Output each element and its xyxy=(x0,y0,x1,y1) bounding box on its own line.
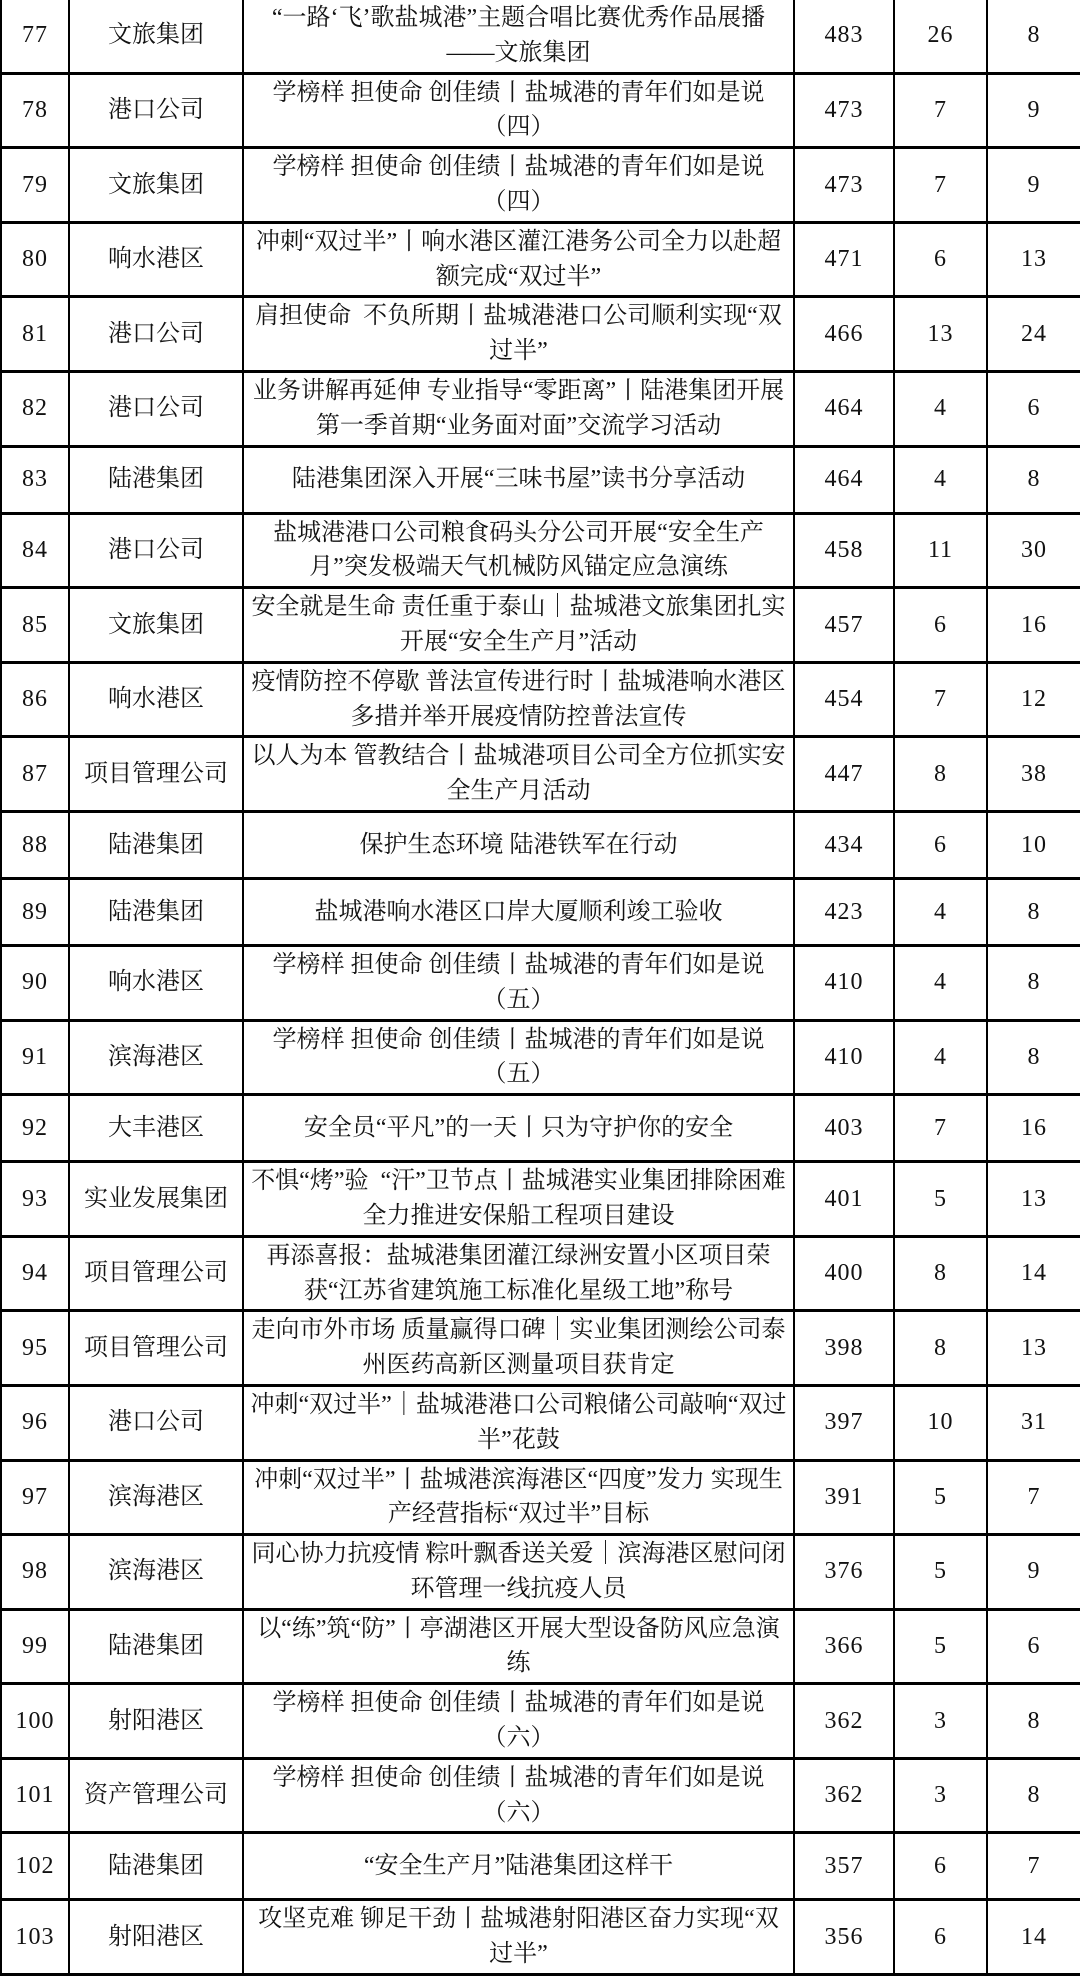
organization-cell: 响水港区 xyxy=(69,945,243,1020)
organization-cell: 港口公司 xyxy=(69,513,243,588)
article-title-cell: 冲刺“双过半”丨盐城港滨海港区“四度”发力 实现生产经营指标“双过半”目标 xyxy=(243,1460,794,1535)
value-1-cell: 400 xyxy=(794,1236,894,1311)
value-2-cell: 7 xyxy=(894,148,987,223)
rank-cell: 80 xyxy=(1,222,69,297)
value-2-cell: 5 xyxy=(894,1460,987,1535)
table-row xyxy=(1,446,1080,513)
article-title-cell: 肩担使命 不负所期丨盐城港港口公司顺利实现“双过半” xyxy=(243,297,794,372)
rank-cell: 94 xyxy=(1,1236,69,1311)
organization-cell: 实业发展集团 xyxy=(69,1162,243,1237)
organization-cell: 文旅集团 xyxy=(69,588,243,663)
organization-cell: 陆港集团 xyxy=(69,811,243,878)
value-1-cell: 454 xyxy=(794,662,894,737)
table-row xyxy=(1,1833,1080,1900)
organization-cell: 港口公司 xyxy=(69,371,243,446)
article-title-cell: 盐城港响水港区口岸大厦顺利竣工验收 xyxy=(243,878,794,945)
table-row xyxy=(1,737,1080,812)
value-1-cell: 423 xyxy=(794,878,894,945)
table-row xyxy=(1,371,1080,446)
rank-cell: 92 xyxy=(1,1095,69,1162)
rank-cell: 84 xyxy=(1,513,69,588)
table-row xyxy=(1,0,1080,73)
value-2-cell: 4 xyxy=(894,371,987,446)
value-3-cell: 16 xyxy=(987,588,1080,663)
value-3-cell: 31 xyxy=(987,1385,1080,1460)
organization-cell: 陆港集团 xyxy=(69,1609,243,1684)
value-1-cell: 401 xyxy=(794,1162,894,1237)
table-row xyxy=(1,513,1080,588)
rank-cell: 83 xyxy=(1,446,69,513)
rank-cell: 77 xyxy=(1,0,69,73)
organization-cell: 项目管理公司 xyxy=(69,1236,243,1311)
value-3-cell: 9 xyxy=(987,148,1080,223)
table-row xyxy=(1,1758,1080,1833)
rank-cell: 100 xyxy=(1,1684,69,1759)
article-title-cell: 同心协力抗疫情 粽叶飘香送关爱｜滨海港区慰问闭环管理一线抗疫人员 xyxy=(243,1535,794,1610)
article-title-cell: “一路‘飞’歌盐城港”主题合唱比赛优秀作品展播——文旅集团 xyxy=(243,0,794,73)
rank-cell: 96 xyxy=(1,1385,69,1460)
value-1-cell: 357 xyxy=(794,1833,894,1900)
organization-cell: 陆港集团 xyxy=(69,446,243,513)
organization-cell: 大丰港区 xyxy=(69,1095,243,1162)
article-title-cell: 陆港集团深入开展“三味书屋”读书分享活动 xyxy=(243,446,794,513)
value-1-cell: 362 xyxy=(794,1758,894,1833)
table-row xyxy=(1,945,1080,1020)
value-1-cell: 410 xyxy=(794,1020,894,1095)
organization-cell: 项目管理公司 xyxy=(69,737,243,812)
table-row xyxy=(1,588,1080,663)
article-title-cell: 安全就是生命 责任重于泰山｜盐城港文旅集团扎实开展“安全生产月”活动 xyxy=(243,588,794,663)
value-1-cell: 471 xyxy=(794,222,894,297)
value-3-cell: 8 xyxy=(987,878,1080,945)
rank-cell: 87 xyxy=(1,737,69,812)
value-2-cell: 26 xyxy=(894,0,987,73)
rank-cell: 90 xyxy=(1,945,69,1020)
table-row xyxy=(1,1020,1080,1095)
rank-cell: 85 xyxy=(1,588,69,663)
table-row xyxy=(1,811,1080,878)
value-1-cell: 466 xyxy=(794,297,894,372)
article-title-cell: 以“练”筑“防”丨亭湖港区开展大型设备防风应急演练 xyxy=(243,1609,794,1684)
value-1-cell: 464 xyxy=(794,446,894,513)
article-title-cell: 保护生态环境 陆港铁军在行动 xyxy=(243,811,794,878)
organization-cell: 响水港区 xyxy=(69,662,243,737)
article-title-cell: 学榜样 担使命 创佳绩丨盐城港的青年们如是说（四） xyxy=(243,148,794,223)
table-row xyxy=(1,1684,1080,1759)
rank-cell: 88 xyxy=(1,811,69,878)
rank-cell: 97 xyxy=(1,1460,69,1535)
value-3-cell: 8 xyxy=(987,1020,1080,1095)
value-1-cell: 458 xyxy=(794,513,894,588)
value-1-cell: 483 xyxy=(794,0,894,73)
article-title-cell: 安全员“平凡”的一天丨只为守护你的安全 xyxy=(243,1095,794,1162)
article-title-cell: 学榜样 担使命 创佳绩丨盐城港的青年们如是说（六） xyxy=(243,1758,794,1833)
rank-cell: 91 xyxy=(1,1020,69,1095)
value-3-cell: 8 xyxy=(987,1758,1080,1833)
value-2-cell: 13 xyxy=(894,297,987,372)
article-title-cell: 业务讲解再延伸 专业指导“零距离”丨陆港集团开展第一季首期“业务面对面”交流学习活动 xyxy=(243,371,794,446)
value-2-cell: 6 xyxy=(894,1833,987,1900)
value-2-cell: 5 xyxy=(894,1162,987,1237)
value-1-cell: 464 xyxy=(794,371,894,446)
value-1-cell: 397 xyxy=(794,1385,894,1460)
value-1-cell: 376 xyxy=(794,1535,894,1610)
rank-cell: 93 xyxy=(1,1162,69,1237)
article-title-cell: 学榜样 担使命 创佳绩丨盐城港的青年们如是说（五） xyxy=(243,945,794,1020)
value-2-cell: 6 xyxy=(894,811,987,878)
value-2-cell: 6 xyxy=(894,222,987,297)
table-row xyxy=(1,1385,1080,1460)
value-3-cell: 6 xyxy=(987,371,1080,446)
table-row xyxy=(1,297,1080,372)
value-2-cell: 5 xyxy=(894,1535,987,1610)
table-row xyxy=(1,1609,1080,1684)
rank-cell: 101 xyxy=(1,1758,69,1833)
value-3-cell: 7 xyxy=(987,1460,1080,1535)
value-3-cell: 10 xyxy=(987,811,1080,878)
value-3-cell: 9 xyxy=(987,1535,1080,1610)
article-title-cell: 学榜样 担使命 创佳绩丨盐城港的青年们如是说（五） xyxy=(243,1020,794,1095)
value-1-cell: 434 xyxy=(794,811,894,878)
article-title-cell: 冲刺“双过半”丨响水港区灌江港务公司全力以赴超额完成“双过半” xyxy=(243,222,794,297)
value-3-cell: 7 xyxy=(987,1833,1080,1900)
article-title-cell: 攻坚克难 铆足干劲丨盐城港射阳港区奋力实现“双过半” xyxy=(243,1900,794,1975)
organization-cell: 滨海港区 xyxy=(69,1020,243,1095)
value-3-cell: 8 xyxy=(987,945,1080,1020)
value-2-cell: 6 xyxy=(894,588,987,663)
rank-cell: 103 xyxy=(1,1900,69,1975)
value-3-cell: 38 xyxy=(987,737,1080,812)
article-title-cell: 以人为本 管教结合丨盐城港项目公司全方位抓实安全生产月活动 xyxy=(243,737,794,812)
value-2-cell: 4 xyxy=(894,945,987,1020)
article-title-cell: 再添喜报：盐城港集团灌江绿洲安置小区项目荣获“江苏省建筑施工标准化星级工地”称号 xyxy=(243,1236,794,1311)
table-row xyxy=(1,1460,1080,1535)
value-2-cell: 4 xyxy=(894,878,987,945)
organization-cell: 港口公司 xyxy=(69,73,243,148)
organization-cell: 陆港集团 xyxy=(69,878,243,945)
value-3-cell: 13 xyxy=(987,222,1080,297)
organization-cell: 射阳港区 xyxy=(69,1900,243,1975)
value-3-cell: 6 xyxy=(987,1609,1080,1684)
value-1-cell: 398 xyxy=(794,1311,894,1386)
value-1-cell: 391 xyxy=(794,1460,894,1535)
table-row xyxy=(1,1311,1080,1386)
value-3-cell: 14 xyxy=(987,1236,1080,1311)
value-3-cell: 9 xyxy=(987,73,1080,148)
table-row xyxy=(1,1535,1080,1610)
organization-cell: 陆港集团 xyxy=(69,1833,243,1900)
rank-cell: 78 xyxy=(1,73,69,148)
rank-cell: 95 xyxy=(1,1311,69,1386)
value-3-cell: 8 xyxy=(987,1684,1080,1759)
value-2-cell: 8 xyxy=(894,1311,987,1386)
table-row xyxy=(1,1162,1080,1237)
table-row xyxy=(1,878,1080,945)
table-body xyxy=(1,0,1080,1975)
value-2-cell: 7 xyxy=(894,73,987,148)
value-1-cell: 473 xyxy=(794,148,894,223)
value-2-cell: 11 xyxy=(894,513,987,588)
article-title-cell: 学榜样 担使命 创佳绩丨盐城港的青年们如是说（四） xyxy=(243,73,794,148)
value-1-cell: 447 xyxy=(794,737,894,812)
table-row xyxy=(1,662,1080,737)
article-title-cell: 不惧“烤”验 “汗”卫节点丨盐城港实业集团排除困难全力推进安保船工程项目建设 xyxy=(243,1162,794,1237)
rank-cell: 102 xyxy=(1,1833,69,1900)
value-3-cell: 12 xyxy=(987,662,1080,737)
value-3-cell: 8 xyxy=(987,446,1080,513)
value-1-cell: 356 xyxy=(794,1900,894,1975)
value-3-cell: 24 xyxy=(987,297,1080,372)
value-2-cell: 8 xyxy=(894,1236,987,1311)
value-2-cell: 10 xyxy=(894,1385,987,1460)
value-1-cell: 366 xyxy=(794,1609,894,1684)
organization-cell: 文旅集团 xyxy=(69,0,243,73)
rank-cell: 98 xyxy=(1,1535,69,1610)
value-2-cell: 3 xyxy=(894,1684,987,1759)
rank-cell: 99 xyxy=(1,1609,69,1684)
article-title-cell: “安全生产月”陆港集团这样干 xyxy=(243,1833,794,1900)
organization-cell: 项目管理公司 xyxy=(69,1311,243,1386)
organization-cell: 资产管理公司 xyxy=(69,1758,243,1833)
table-row xyxy=(1,148,1080,223)
table-row xyxy=(1,222,1080,297)
value-1-cell: 403 xyxy=(794,1095,894,1162)
value-2-cell: 4 xyxy=(894,446,987,513)
value-3-cell: 30 xyxy=(987,513,1080,588)
value-1-cell: 410 xyxy=(794,945,894,1020)
article-title-cell: 学榜样 担使命 创佳绩丨盐城港的青年们如是说（六） xyxy=(243,1684,794,1759)
rank-cell: 89 xyxy=(1,878,69,945)
organization-cell: 射阳港区 xyxy=(69,1684,243,1759)
value-2-cell: 3 xyxy=(894,1758,987,1833)
article-title-cell: 走向市外市场 质量赢得口碑｜实业集团测绘公司泰州医药高新区测量项目获肯定 xyxy=(243,1311,794,1386)
value-2-cell: 6 xyxy=(894,1900,987,1975)
value-3-cell: 13 xyxy=(987,1311,1080,1386)
article-title-cell: 疫情防控不停歇 普法宣传进行时丨盐城港响水港区多措并举开展疫情防控普法宣传 xyxy=(243,662,794,737)
value-1-cell: 362 xyxy=(794,1684,894,1759)
rank-cell: 86 xyxy=(1,662,69,737)
article-title-cell: 盐城港港口公司粮食码头分公司开展“安全生产月”突发极端天气机械防风锚定应急演练 xyxy=(243,513,794,588)
table-row xyxy=(1,1900,1080,1975)
table-row xyxy=(1,73,1080,148)
article-title-cell: 冲刺“双过半”｜盐城港港口公司粮储公司敲响“双过半”花鼓 xyxy=(243,1385,794,1460)
value-3-cell: 13 xyxy=(987,1162,1080,1237)
organization-cell: 港口公司 xyxy=(69,297,243,372)
organization-cell: 文旅集团 xyxy=(69,148,243,223)
rank-cell: 81 xyxy=(1,297,69,372)
value-2-cell: 4 xyxy=(894,1020,987,1095)
value-1-cell: 473 xyxy=(794,73,894,148)
value-3-cell: 8 xyxy=(987,0,1080,73)
rank-cell: 82 xyxy=(1,371,69,446)
organization-cell: 港口公司 xyxy=(69,1385,243,1460)
value-3-cell: 14 xyxy=(987,1900,1080,1975)
organization-cell: 滨海港区 xyxy=(69,1460,243,1535)
value-2-cell: 8 xyxy=(894,737,987,812)
organization-cell: 响水港区 xyxy=(69,222,243,297)
rank-cell: 79 xyxy=(1,148,69,223)
value-1-cell: 457 xyxy=(794,588,894,663)
value-2-cell: 7 xyxy=(894,662,987,737)
value-2-cell: 5 xyxy=(894,1609,987,1684)
table-row xyxy=(1,1236,1080,1311)
value-2-cell: 7 xyxy=(894,1095,987,1162)
table-row xyxy=(1,1095,1080,1162)
organization-cell: 滨海港区 xyxy=(69,1535,243,1610)
value-3-cell: 16 xyxy=(987,1095,1080,1162)
